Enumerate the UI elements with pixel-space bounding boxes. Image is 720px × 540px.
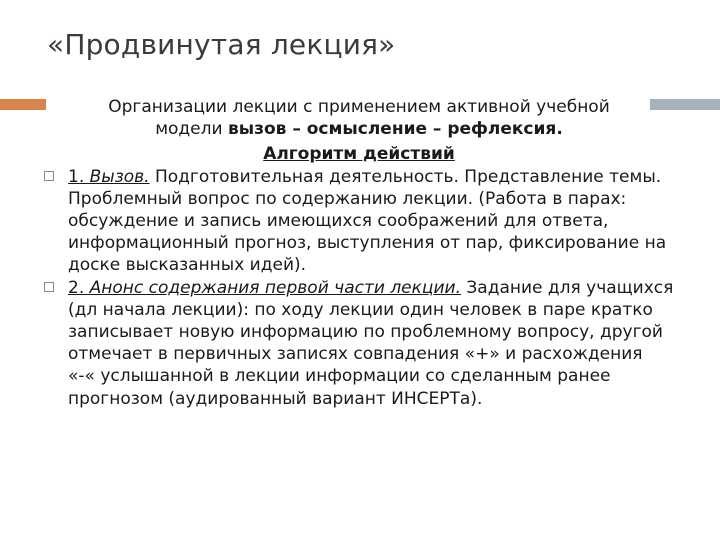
item-2-heading: Анонс содержания первой части лекции. — [89, 277, 461, 298]
accent-bar-left — [0, 99, 46, 110]
list-item-1 — [44, 166, 674, 277]
list-item-2 — [44, 277, 674, 410]
algorithm-title: Алгоритм действий — [263, 144, 455, 165]
item-1-heading: Вызов. — [89, 166, 150, 187]
item-1-number: 1. — [68, 166, 90, 187]
square-bullet-icon — [44, 282, 54, 292]
slide-title: «Продвинутая лекция» — [47, 28, 396, 61]
intro-line-2 — [44, 118, 674, 140]
item-2-number: 2. — [68, 277, 90, 298]
intro-model-bold: вызов – осмысление – рефлексия. — [227, 119, 563, 140]
intro-text — [44, 96, 674, 140]
intro-line-2-prefix: модели — [155, 119, 228, 140]
square-bullet-icon — [44, 171, 54, 181]
slide-content — [44, 96, 674, 410]
intro-line-1: Организации лекции с применением активной учебной — [108, 97, 610, 117]
item-2-text: Задание для учащихся (дл начала лекции): по ходу лекции один человек в паре кратко записывает новую информацию по проблемному вопросу, другой отмечает в первичных записях совпадения «+» и расхождения «-« услышанной в лекции информации со сделанным ранее прогнозом (аудированный вариант ИНСЕРТа). — [68, 277, 674, 409]
item-1-text: Подготовительная деятельность. Представление темы. Проблемный вопрос по содержанию лекции. (Работа в парах: обсуждение и запись имеющихся соображений для ответа, информационный прогноз, выступления от пар, фиксирование на доске высказанных идей). — [68, 166, 667, 276]
